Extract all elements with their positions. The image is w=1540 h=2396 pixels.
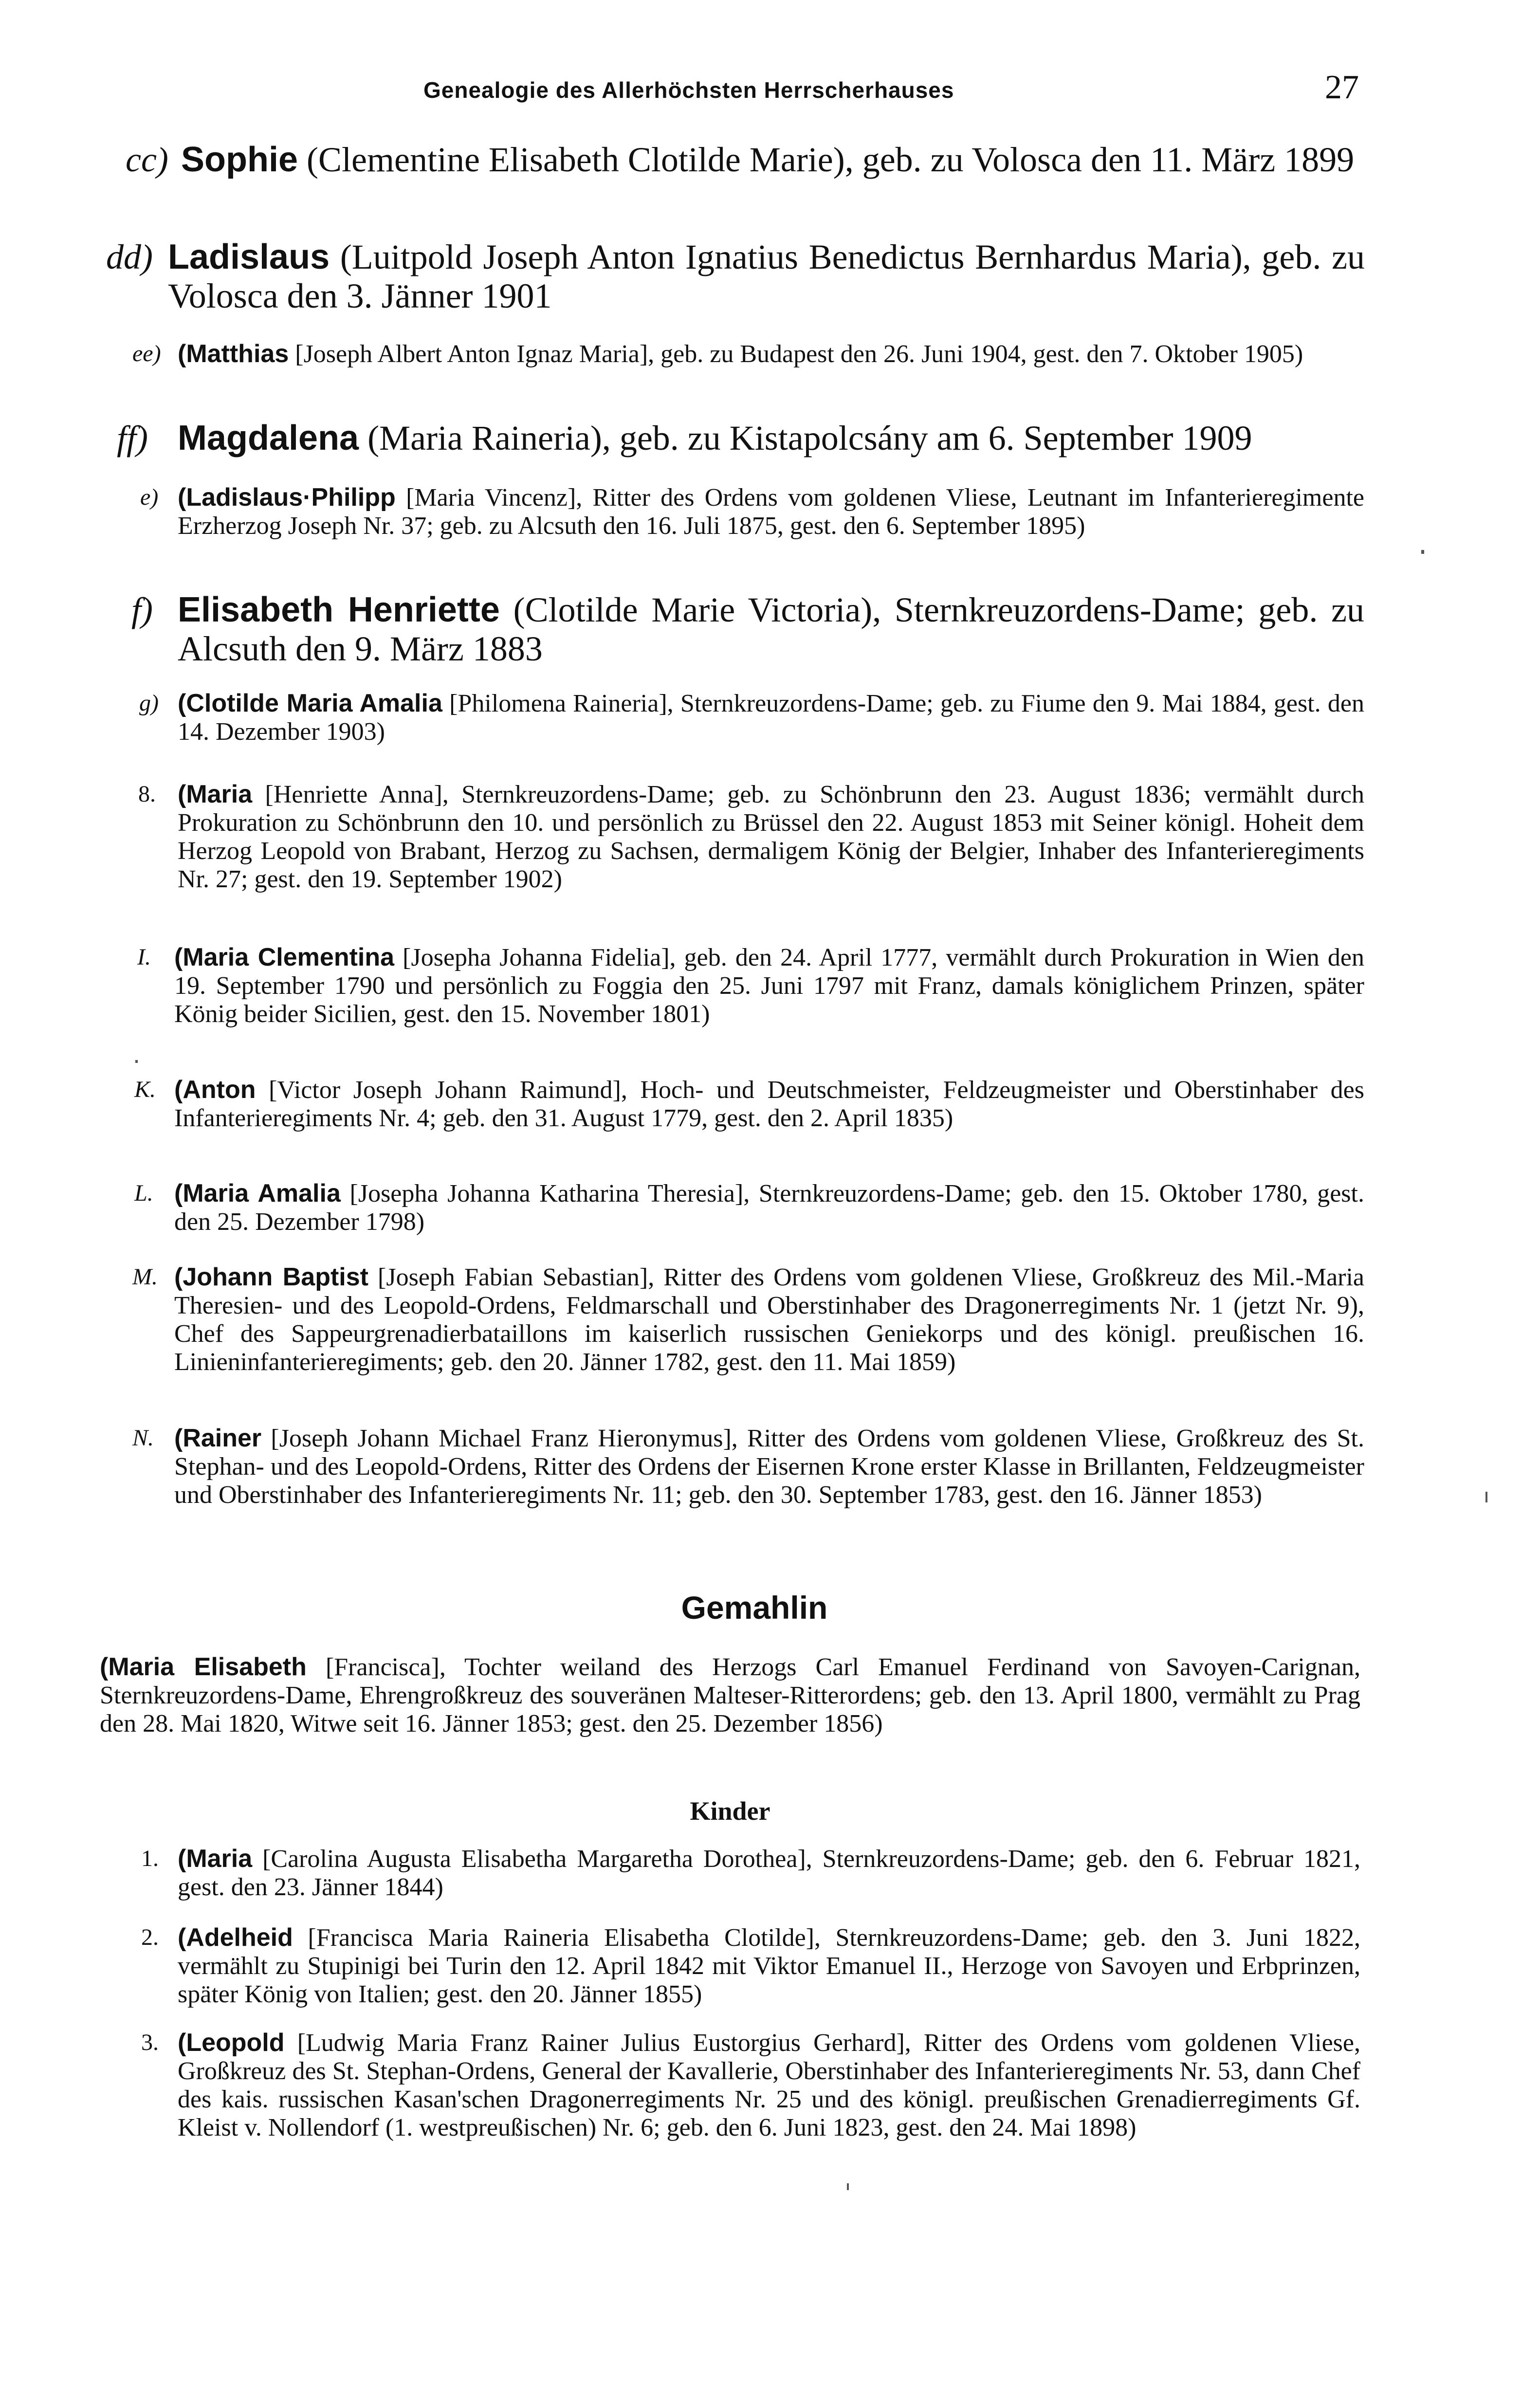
entry-text: [Joseph Albert Anton Ignaz Maria], geb. zu Budapest den 26. Juni 1904, gest. den 7. Oktober 1905) (289, 340, 1303, 368)
entry-text: [Victor Joseph Johann Raimund], Hoch- und Deutschmeister, Feldzeugmeister und Oberstinhaber des Infanterieregiments Nr. 4; geb. den 31. August 1779, gest. den 2. April 1835) (174, 1076, 1364, 1132)
entry-label: g) (139, 690, 159, 716)
entry-text: [Josepha Johanna Katharina Theresia], Sternkreuzordens-Dame; geb. den 15. Oktober 1780, gest. den 25. Dezember 1798) (174, 1180, 1364, 1236)
section-heading-gemahlin: Gemahlin (681, 1590, 828, 1626)
entry-rainer (174, 1424, 1364, 1509)
entry-text: [Philomena Raineria], Sternkreuzordens-Dame; geb. zu Fiume den 9. Mai 1884, gest. den 14. Dezember 1903) (178, 690, 1364, 746)
entry-label: dd) (106, 238, 153, 276)
entry-text: [Maria Vincenz], Ritter des Ordens vom goldenen Vliese, Leutnant im Infanterieregimente Erzherzog Joseph Nr. 37; geb. zu Alcsuth den 16. Juli 1875, gest. den 6. September 1895) (178, 484, 1364, 540)
entry-name: (Matthias (178, 340, 289, 368)
entry-name: Sophie (181, 140, 298, 179)
entry-label: ee) (132, 341, 161, 366)
entry-text: [Henriette Anna], Sternkreuzordens-Dame; geb. zu Schönbrunn den 23. August 1836; vermählt durch Prokuration zu Schönbrunn den 10. und persönlich zu Brüssel den 22. August 1853 mit Seiner königl. Hoheit dem Herzog Leopold von Brabant, Herzog zu Sachsen, dermaligem König der Belgier, Inhaber des Infanterieregiments Nr. 27; gest. den 19. September 1902) (178, 781, 1364, 893)
entry-name: (Anton (174, 1076, 256, 1104)
entry-johann-baptist (174, 1263, 1364, 1376)
entry-ladislaus-philipp (178, 483, 1364, 540)
page-number: 27 (1325, 69, 1359, 106)
entry-text: [Joseph Fabian Sebastian], Ritter des Ordens vom goldenen Vliese, Großkreuz des Mil.-Maria Theresien- und des Leopold-Ordens, Feldmarschall und Oberstinhaber des Dragonerregiments Nr. 1 (jetzt Nr. 9), Chef des Sappeurgrenadierbataillons im kaiserlich russischen Geniekorps und des königl. preußischen 16. Linieninfanterieregiments; geb. den 20. Jänner 1782, gest. den 11. Mai 1859) (174, 1263, 1364, 1376)
entry-text: [Francisca], Tochter weiland des Herzogs Carl Emanuel Ferdinand von Savoyen-Carignan, Sternkreuzordens-Dame, Ehrengroßkreuz des souveränen Malteser-Ritterordens; geb. den 13. April 1800, vermählt zu Prag den 28. Mai 1820, Witwe seit 16. Jänner 1853; gest. den 25. Dezember 1856) (100, 1653, 1361, 1738)
entry-label: f) (131, 590, 153, 629)
entry-magdalena (178, 419, 1364, 457)
scan-speck (847, 2183, 849, 2190)
entry-gemahlin (100, 1653, 1360, 1738)
scan-speck (135, 1060, 138, 1063)
entry-label: K. (134, 1077, 156, 1102)
entry-ladislaus (168, 238, 1365, 315)
entry-kind-maria (178, 1845, 1360, 1902)
scan-speck (1421, 550, 1424, 554)
entry-kind-leopold (178, 2029, 1360, 2142)
entry-label: 2. (141, 1924, 159, 1950)
entry-label: N. (132, 1425, 154, 1451)
entry-text: [Josepha Johanna Fidelia], geb. den 24. April 1777, vermählt durch Prokuration in Wien den 19. September 1790 und persönlich zu Foggia den 25. Juni 1797 mit Franz, damals königlichem Prinzen, später König beider Sicilien, gest. den 15. November 1801) (174, 944, 1364, 1028)
entry-text: (Luitpold Joseph Anton Ignatius Benedictus Bernhardus Maria), geb. zu Volosca den 3. Jänner 1901 (168, 238, 1365, 315)
entry-maria-henriette (178, 780, 1364, 894)
entry-label: M. (132, 1264, 158, 1290)
entry-name: (Johann Baptist (174, 1263, 368, 1291)
entry-name: (Maria Clementina (174, 943, 395, 971)
entry-label: e) (140, 484, 159, 510)
entry-label: ff) (117, 419, 148, 457)
scan-speck (1485, 1492, 1487, 1502)
entry-name: Elisabeth Henriette (178, 590, 500, 629)
entry-name: (Leopold (178, 2029, 285, 2057)
entry-label: cc) (126, 140, 168, 179)
entry-clotilde (178, 689, 1364, 746)
entry-name: Magdalena (178, 419, 359, 457)
entry-anton (174, 1076, 1364, 1133)
entry-text: (Clementine Elisabeth Clotilde Marie), geb. zu Volosca den 11. März 1899 (298, 140, 1355, 179)
entry-maria-amalia (174, 1179, 1364, 1236)
entry-label: I. (137, 944, 151, 970)
entry-name: Ladislaus (168, 238, 330, 276)
entry-label: 3. (141, 2030, 159, 2055)
entry-name: (Rainer (174, 1424, 262, 1452)
entry-label: L. (134, 1180, 153, 1206)
entry-kind-adelheid (178, 1923, 1360, 2009)
entry-label: 1. (141, 1846, 159, 1871)
entry-name: (Clotilde Maria Amalia (178, 689, 442, 717)
entry-sophie (181, 140, 1365, 179)
running-header: Genealogie des Allerhöchsten Herrscherhauses (423, 77, 954, 103)
entry-maria-clementina (174, 943, 1364, 1028)
entry-name: (Maria (178, 1845, 253, 1873)
entry-label: 8. (138, 781, 156, 807)
entry-text: [Francisca Maria Raineria Elisabetha Clotilde], Sternkreuzordens-Dame; geb. den 3. Juni 1822, vermählt zu Stupinigi bei Turin den 12. April 1842 mit Viktor Emanuel II., Herzoge von Savoyen und Erbprinzen, später König von Italien; gest. den 20. Jänner 1855) (178, 1924, 1360, 2008)
entry-name: (Maria Elisabeth (100, 1653, 307, 1681)
entry-name: (Ladislaus·Philipp (178, 483, 396, 512)
entry-elisabeth-henriette (178, 590, 1364, 668)
section-heading-kinder: Kinder (690, 1796, 770, 1826)
entry-text: [Ludwig Maria Franz Rainer Julius Eustorgius Gerhard], Ritter des Ordens vom goldenen Vliese, Großkreuz des St. Stephan-Ordens, General der Kavallerie, Oberstinhaber des Infanterieregiments Nr. 53, dann Chef des kais. russischen Kasan'schen Dragonerregiments Nr. 25 und des königl. preußischen Grenadierregiments Gf. Kleist v. Nollendorf (1. westpreußischen) Nr. 6; geb. den 6. Juni 1823, gest. den 24. Mai 1898) (178, 2029, 1360, 2141)
entry-name: (Maria (178, 780, 253, 808)
entry-text: [Joseph Johann Michael Franz Hieronymus], Ritter des Ordens vom goldenen Vliese, Großkreuz des St. Stephan- und des Leopold-Ordens, Ritter des Ordens der Eisernen Krone erster Klasse in Brillanten, Feldzeugmeister und Oberstinhaber des Infanterieregiments Nr. 11; geb. den 30. September 1783, gest. den 16. Jänner 1853) (174, 1425, 1364, 1509)
entry-text: [Carolina Augusta Elisabetha Margaretha Dorothea], Sternkreuzordens-Dame; geb. den 6. Februar 1821, gest. den 23. Jänner 1844) (178, 1845, 1360, 1901)
entry-text: (Maria Raineria), geb. zu Kistapolcsány am 6. September 1909 (359, 419, 1252, 457)
entry-matthias (178, 340, 1364, 368)
entry-text: (Clotilde Marie Victoria), Sternkreuzordens-Dame; geb. zu Alcsuth den 9. März 1883 (178, 590, 1364, 668)
entry-name: (Maria Amalia (174, 1179, 341, 1207)
entry-name: (Adelheid (178, 1923, 293, 1952)
